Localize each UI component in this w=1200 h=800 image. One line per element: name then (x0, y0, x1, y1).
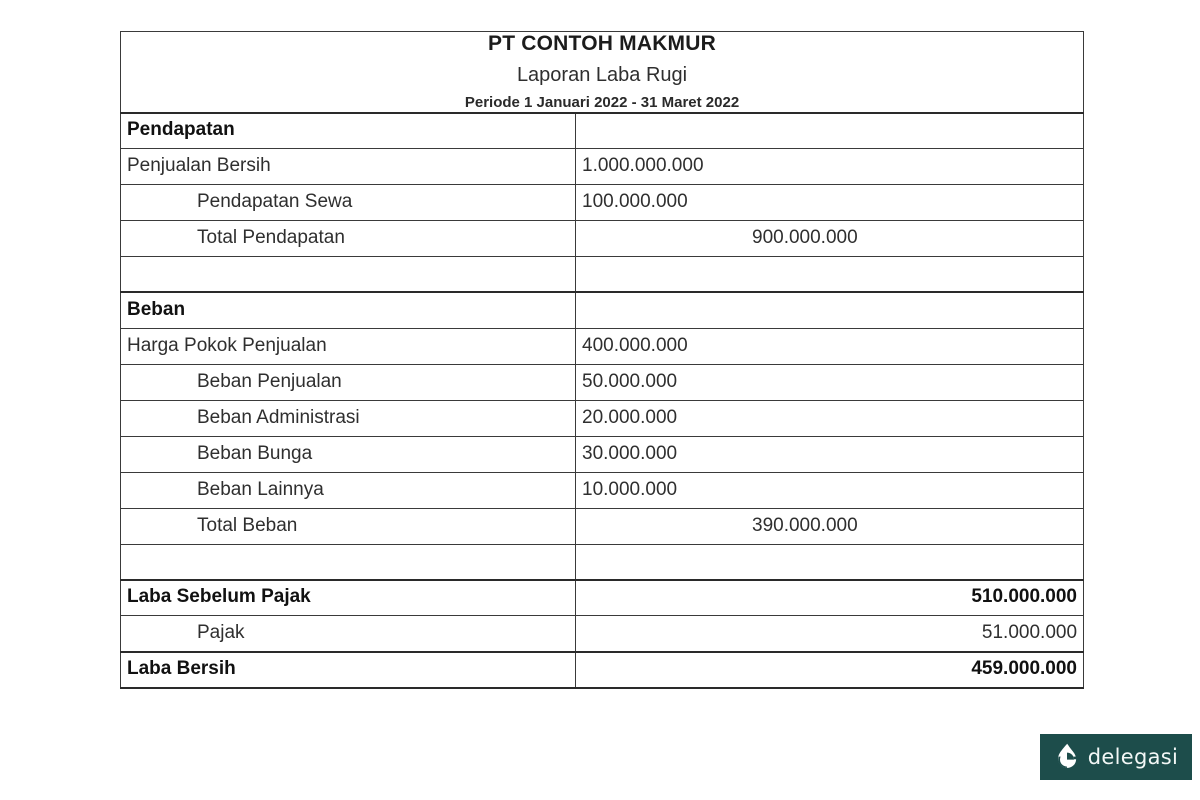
table-row (121, 149, 1084, 185)
section-header-expenses-value-cell (576, 292, 1084, 328)
section-header-expenses (121, 292, 1084, 328)
delegasi-wordmark: delegasi (1087, 744, 1179, 769)
row-value: 20.000.000 (582, 406, 678, 428)
row-value: 100.000.000 (582, 191, 688, 213)
row-value: 510.000.000 (971, 586, 1078, 608)
spacer-row (121, 257, 1084, 293)
row-value: 30.000.000 (582, 442, 678, 464)
row-value-cell (576, 616, 1084, 652)
row-value-cell (576, 652, 1084, 688)
row-label: Beban Penjualan (197, 370, 342, 392)
delegasi-logo-badge (1040, 734, 1192, 780)
report-header-cell (121, 32, 1084, 113)
row-label: Pendapatan Sewa (197, 191, 353, 213)
row-value-cell (576, 328, 1084, 364)
row-label-cell (121, 328, 576, 364)
spacer-cell (121, 257, 576, 293)
row-label-cell (121, 580, 576, 616)
section-header-revenue-value-cell (576, 113, 1084, 149)
section-header-revenue (121, 113, 1084, 149)
row-label: Harga Pokok Penjualan (127, 334, 327, 356)
row-value-cell (576, 436, 1084, 472)
row-value: 51.000.000 (981, 621, 1078, 643)
row-value-cell (576, 400, 1084, 436)
row-label-cell (121, 185, 576, 221)
row-value-cell (576, 149, 1084, 185)
table-row (121, 364, 1084, 400)
table-row (121, 472, 1084, 508)
section-revenue-heading: Pendapatan (127, 119, 235, 141)
row-label-cell (121, 149, 576, 185)
row-label: Laba Bersih (127, 658, 236, 680)
row-label: Penjualan Bersih (127, 155, 271, 177)
row-value-cell (576, 508, 1084, 544)
row-value-cell (576, 364, 1084, 400)
row-value: 50.000.000 (582, 370, 678, 392)
report-header-row (121, 32, 1084, 113)
row-label-cell (121, 364, 576, 400)
row-label-cell (121, 652, 576, 688)
table-row-total (121, 508, 1084, 544)
row-label: Beban Lainnya (197, 478, 324, 500)
table-row (121, 328, 1084, 364)
table-row (121, 436, 1084, 472)
row-value-cell (576, 185, 1084, 221)
spacer-cell (576, 544, 1084, 580)
row-value: 400.000.000 (582, 334, 688, 356)
row-value: 900.000.000 (752, 227, 858, 249)
row-value-cell (576, 221, 1084, 257)
row-value: 459.000.000 (971, 658, 1078, 680)
section-header-revenue-label-cell (121, 113, 576, 149)
table-row (121, 400, 1084, 436)
report-title: Laporan Laba Rugi (516, 64, 688, 87)
row-value-cell (576, 580, 1084, 616)
spacer-row (121, 544, 1084, 580)
row-label: Laba Sebelum Pajak (127, 586, 311, 608)
spacer-cell (576, 257, 1084, 293)
row-label-cell (121, 616, 576, 652)
row-value: 390.000.000 (752, 514, 858, 536)
company-name: PT CONTOH MAKMUR (488, 32, 716, 55)
row-label-cell (121, 508, 576, 544)
delegasi-droplet-icon (1054, 743, 1080, 771)
spacer-cell (121, 544, 576, 580)
row-value: 10.000.000 (582, 478, 678, 500)
row-value-cell (576, 472, 1084, 508)
income-statement-table (120, 31, 1084, 689)
income-statement-report (120, 31, 1083, 689)
row-label: Pajak (197, 621, 245, 643)
row-label-cell (121, 400, 576, 436)
row-profit-before-tax (121, 580, 1084, 616)
report-period: Periode 1 Januari 2022 - 31 Maret 2022 (464, 94, 740, 112)
row-label: Total Pendapatan (197, 227, 345, 249)
row-net-profit (121, 652, 1084, 688)
row-value: 1.000.000.000 (582, 155, 704, 177)
row-tax (121, 616, 1084, 652)
table-row-total (121, 221, 1084, 257)
table-row (121, 185, 1084, 221)
row-label-cell (121, 436, 576, 472)
row-label-cell (121, 221, 576, 257)
row-label: Beban Administrasi (197, 406, 360, 428)
section-expenses-heading: Beban (127, 298, 186, 320)
row-label: Beban Bunga (197, 442, 313, 464)
section-header-expenses-label-cell (121, 292, 576, 328)
row-label-cell (121, 472, 576, 508)
row-label: Total Beban (197, 514, 298, 536)
